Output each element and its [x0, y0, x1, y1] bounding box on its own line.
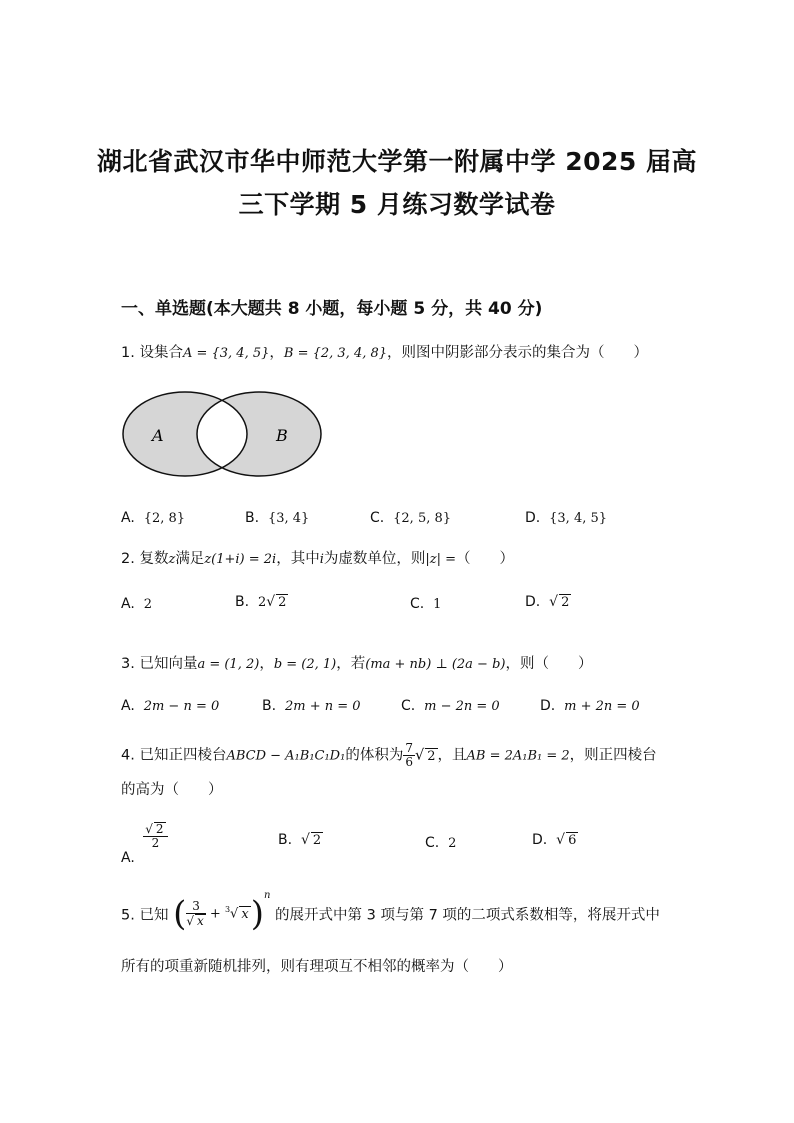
left-paren: ( — [173, 894, 187, 934]
question-3 — [121, 652, 592, 673]
fraction-numerator: 7 — [405, 741, 413, 755]
option-value: 2m + n = 0 — [284, 699, 361, 714]
q4-text-mid: 的体积为 — [345, 747, 404, 764]
question-2 — [121, 547, 514, 568]
q4-condition: AB = 2A₁B₁ = 2 — [466, 748, 570, 764]
q2-equation: z(1+i) = 2i — [204, 552, 277, 567]
q3-comma: ， — [259, 656, 274, 672]
q2-option-d[interactable] — [525, 594, 571, 610]
q4-text-post: ，则正四棱台 — [569, 747, 657, 764]
option-radicand: 2 — [561, 595, 570, 610]
venn-label-b: B — [276, 426, 288, 445]
doc-title-line1: 湖北省武汉市华中师范大学第一附属中学 2025 届高 — [97, 147, 697, 176]
q3-text-post: ，则（ ） — [505, 656, 593, 672]
venn-diagram — [118, 388, 328, 484]
q2-option-a[interactable] — [121, 596, 152, 612]
sqrt-sign: √ — [414, 747, 425, 764]
option-label: A. — [121, 510, 135, 526]
q3-text-mid: ，若 — [336, 656, 366, 672]
q1-set-b: B = {2, 3, 4, 8} — [283, 346, 388, 361]
q1-option-d[interactable] — [525, 510, 607, 526]
option-label: B. — [245, 510, 260, 526]
option-value: 2 — [448, 836, 457, 851]
q4-text-pre: 4. 已知正四棱台 — [121, 747, 227, 764]
q3-condition: (ma + nb) ⊥ (2a − b) — [365, 657, 506, 672]
option-value: m + 2n = 0 — [564, 699, 640, 714]
fraction-denominator: 6 — [405, 755, 413, 770]
option-value: 1 — [433, 597, 442, 612]
q3-vector-b: b = (2, 1) — [273, 657, 337, 672]
sqrt-sign: √ — [266, 594, 276, 610]
option-value: {3, 4} — [267, 511, 310, 526]
question-4-line2: 的高为（ ） — [121, 782, 223, 798]
sqrt-sign: √ — [549, 594, 559, 610]
option-label: B. — [235, 594, 250, 610]
root-index: 3 — [224, 905, 231, 915]
q2-text-post: 为虚数单位，则 — [323, 551, 426, 567]
q4-option-d[interactable] — [532, 832, 578, 848]
option-label: D. — [525, 510, 541, 526]
q1-option-b[interactable] — [245, 510, 309, 526]
q4-option-a[interactable] — [121, 822, 168, 867]
option-fraction — [143, 822, 167, 850]
q5-binomial — [173, 890, 271, 934]
option-label: B. — [278, 832, 293, 848]
option-value: 2m − n = 0 — [143, 699, 220, 714]
option-label: D. — [540, 698, 556, 714]
q3-text-pre: 3. 已知向量 — [121, 656, 198, 672]
q4-solid-name: ABCD − A₁B₁C₁D₁ — [226, 748, 346, 764]
q3-option-a[interactable] — [121, 698, 219, 714]
option-radicand: 2 — [312, 833, 322, 848]
q3-vector-a: a = (1, 2) — [197, 657, 260, 672]
option-value: {2, 5, 8} — [393, 511, 452, 526]
q3-option-b[interactable] — [262, 698, 361, 714]
option-value: {3, 4, 5} — [549, 511, 608, 526]
sqrt-sign: √ — [186, 914, 194, 928]
q2-option-c[interactable] — [410, 596, 441, 612]
sqrt-sign: √ — [556, 832, 566, 848]
plus-sign: + — [209, 906, 221, 922]
q4-option-c[interactable] — [425, 835, 456, 851]
q3-option-d[interactable] — [540, 698, 640, 714]
q4-volume-radicand: 2 — [427, 748, 436, 764]
sqrt-sign: √ — [145, 822, 153, 836]
question-1 — [121, 341, 648, 362]
option-label: D. — [525, 594, 541, 610]
q5-text-pre: 5. 已知 — [121, 907, 169, 924]
q1-option-a[interactable] — [121, 510, 185, 526]
q1-set-a: A = {3, 4, 5} — [182, 346, 270, 361]
right-paren: ) — [250, 894, 264, 934]
q1-text-pre: 1. 设集合 — [121, 345, 183, 361]
option-radicand: 2 — [278, 595, 287, 610]
q4-option-b[interactable] — [278, 832, 323, 848]
doc-title-line2: 三下学期 5 月练习数学试卷 — [238, 190, 556, 219]
question-5-line2: 所有的项重新随机排列，则有理项互不相邻的概率为（ ） — [121, 959, 513, 975]
option-value: m − 2n = 0 — [424, 699, 500, 714]
option-coef: 2 — [257, 595, 267, 610]
q2-text-pre: 2. 复数 — [121, 551, 169, 567]
question-5 — [121, 890, 660, 934]
option-label: C. — [370, 510, 385, 526]
q3-option-c[interactable] — [401, 698, 500, 714]
option-value: 2 — [143, 597, 152, 612]
q4-text-mid2: ，且 — [437, 747, 467, 764]
option-label: D. — [532, 832, 548, 848]
q5-text-post: 的展开式中第 3 项与第 7 项的二项式系数相等，将展开式中 — [275, 907, 660, 924]
option-label: C. — [410, 596, 425, 612]
fraction-numerator — [143, 822, 167, 837]
option-label: C. — [401, 698, 416, 714]
q4-volume-fraction — [403, 742, 415, 769]
q2-var-i: i — [319, 552, 324, 567]
option-label: A. — [121, 850, 135, 867]
q1-option-c[interactable] — [370, 510, 451, 526]
q1-comma: ， — [269, 345, 284, 361]
option-label: B. — [262, 698, 277, 714]
option-radicand: 2 — [155, 822, 164, 836]
section-heading: 一、单选题(本大题共 8 小题，每小题 5 分，共 40 分) — [121, 299, 543, 319]
option-value: {2, 8} — [143, 511, 186, 526]
q2-abs-z: |z| = — [425, 552, 457, 567]
fraction-denominator — [186, 914, 205, 928]
q2-var-z: z — [168, 552, 176, 567]
exponent: n — [263, 890, 271, 902]
option-label: A. — [121, 698, 135, 714]
binomial-fraction — [186, 900, 205, 928]
option-label: A. — [121, 596, 135, 612]
sqrt-sign: √ — [230, 906, 239, 922]
q1-text-post: ，则图中阴影部分表示的集合为（ ） — [387, 345, 649, 361]
denominator-radicand: x — [196, 914, 204, 928]
venn-label-a: A — [152, 426, 164, 445]
fraction-denominator: 2 — [151, 836, 160, 851]
option-radicand: 6 — [568, 833, 577, 848]
q2-text-tail: （ ） — [456, 551, 515, 567]
q2-text-mid1: 满足 — [175, 551, 205, 567]
q2-text-mid2: ，其中 — [276, 551, 320, 567]
sqrt-sign: √ — [300, 832, 310, 848]
question-4 — [121, 742, 657, 769]
q2-option-b[interactable] — [235, 594, 288, 610]
fraction-numerator: 3 — [186, 900, 205, 914]
root-radicand: x — [241, 906, 249, 922]
option-label: C. — [425, 835, 440, 851]
